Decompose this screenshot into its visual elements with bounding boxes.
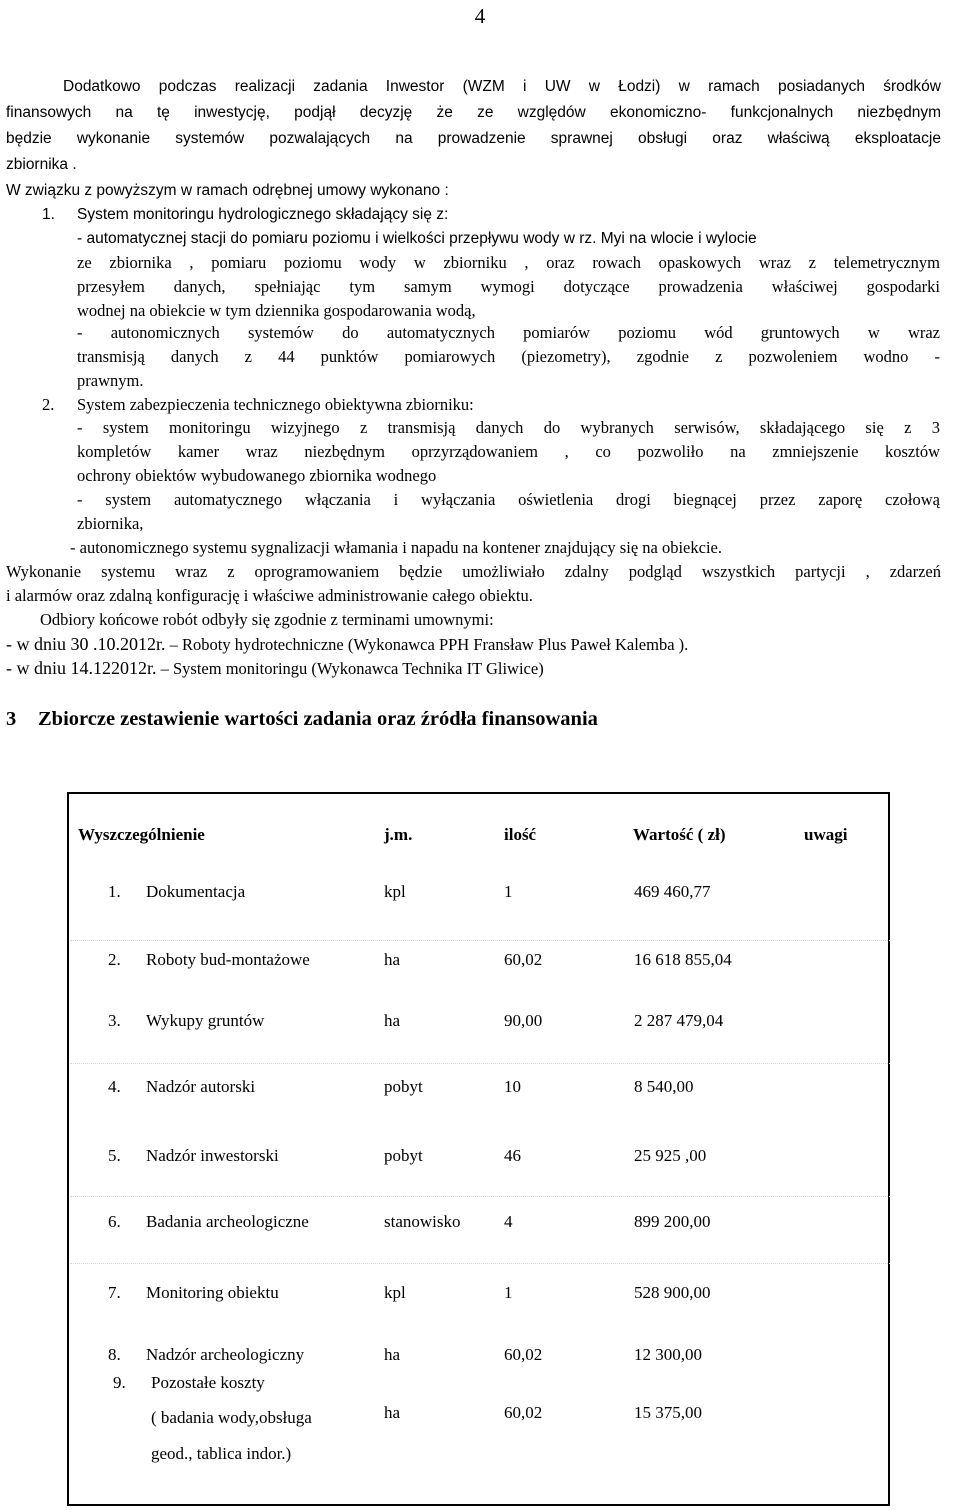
row-number: 6. [108, 1212, 121, 1231]
row-name: Nadzór autorski [146, 1077, 256, 1096]
intro-line: finansowych na tę inwestycję, podjął decyzję że ze względów ekonomiczno- funkcjonalnych niezbędnym [6, 104, 941, 121]
row-qty: 60,02 [504, 1345, 543, 1364]
section-title: Zbiorcze zestawienie wartości zadania oraz źródła finansowania [38, 708, 598, 730]
section-number: 3 [6, 708, 17, 730]
row-unit: ha [384, 950, 401, 969]
row-number: 7. [108, 1283, 121, 1302]
summary-line: Wykonanie systemu wraz z oprogramowaniem będzie umożliwiało zdalny podgląd wszystkich partycji , zdarzeń [6, 562, 941, 581]
row-number: 4. [108, 1077, 121, 1096]
row-value: 15 375,00 [634, 1403, 702, 1422]
acceptance-text: – Roboty hydrotechniczne (Wykonawca PPH Fransław Plus Paweł Kalemba ). [165, 635, 689, 654]
item1-title: System monitoringu hydrologicznego składający się z: [77, 206, 449, 223]
page-number: 4 [474, 4, 486, 28]
acceptance-line [6, 657, 544, 680]
item2-line: zbiornika, [77, 514, 144, 533]
row-value: 25 925 ,00 [634, 1146, 707, 1165]
acceptance-line [6, 633, 688, 656]
row-unit: ha [384, 1345, 401, 1364]
table-header: j.m. [384, 825, 413, 844]
row-qty: 4 [504, 1212, 513, 1231]
row-unit: kpl [384, 882, 406, 901]
item1-line: transmisją danych z 44 punktów pomiarowych (piezometry), zgodnie z pozwoleniem wodno - [77, 347, 940, 366]
row-qty: 60,02 [504, 950, 543, 969]
row-value: 16 618 855,04 [634, 950, 732, 969]
item2-line: - system automatycznego włączania i wyłączania oświetlenia drogi biegnącej przez zaporę czołową [77, 490, 940, 509]
summary-line: i alarmów oraz zdalną konfigurację i właściwe administrowanie całego obiektu. [6, 586, 533, 605]
row-value: 899 200,00 [634, 1212, 711, 1231]
row-qty: 90,00 [504, 1011, 543, 1030]
item1-number: 1. [42, 206, 55, 223]
row-number: 1. [108, 882, 121, 901]
table-header: Wartość ( zł) [633, 825, 726, 844]
row-unit: pobyt [384, 1146, 423, 1165]
row-value: 528 900,00 [634, 1283, 711, 1302]
row-qty: 60,02 [504, 1403, 543, 1422]
row-number: 3. [108, 1011, 121, 1030]
row-name: Pozostałe koszty [151, 1373, 265, 1392]
row-qty: 10 [504, 1077, 521, 1096]
item1-line: wodnej na obiekcie w tym dziennika gospodarowania wodą, [77, 301, 476, 320]
contract-intro: W związku z powyższym w ramach odrębnej umowy wykonano : [6, 182, 449, 199]
item1-line: przesyłem danych, spełniając tym samym wymogi dotyczące prowadzenia właściwej gospodarki [77, 277, 940, 296]
row-name: geod., tablica indor.) [151, 1444, 292, 1463]
row-number: 9. [113, 1373, 126, 1392]
row-unit: pobyt [384, 1077, 423, 1096]
row-divider [70, 940, 890, 941]
intro-line: będzie wykonanie systemów pozwalających na prowadzenie sprawnej obsługi oraz właściwą eksploatacje [6, 130, 941, 147]
row-divider [70, 1263, 890, 1264]
row-qty: 1 [504, 1283, 513, 1302]
item2-line: kompletów kamer wraz niezbędnym oprzyrządowaniem , co pozwoliło na zmniejszenie kosztów [77, 442, 940, 461]
row-unit: kpl [384, 1283, 406, 1302]
item1-line: - autonomicznych systemów do automatycznych pomiarów poziomu wód gruntowych w wraz [77, 323, 940, 342]
row-value: 2 287 479,04 [634, 1011, 724, 1030]
table-header: ilość [504, 825, 537, 844]
row-value: 469 460,77 [634, 882, 711, 901]
acceptance-text: – System monitoringu (Wykonawca Technika IT Gliwice) [156, 659, 544, 678]
item1-line: prawnym. [77, 371, 144, 390]
row-number: 5. [108, 1146, 121, 1165]
row-name: Badania archeologiczne [146, 1212, 309, 1231]
row-name: Monitoring obiektu [146, 1283, 279, 1302]
row-number: 2. [108, 950, 121, 969]
row-divider [70, 1196, 890, 1197]
item2-title: System zabezpieczenia technicznego obiektywna zbiorniku: [77, 395, 474, 414]
row-divider [70, 1063, 890, 1064]
item2-line: ochrony obiektów wybudowanego zbiornika wodnego [77, 466, 437, 485]
acceptance-date: - w dniu 14.122012r. [6, 658, 157, 678]
table-header: uwagi [804, 825, 848, 844]
item1-line: - automatycznej stacji do pomiaru poziomu i wielkości przepływu wody w rz. Myi na wlocie i wylocie [77, 230, 757, 247]
row-name: Wykupy gruntów [146, 1011, 265, 1030]
row-name: Dokumentacja [146, 882, 246, 901]
intro-line: zbiornika . [6, 156, 77, 173]
item2-number: 2. [42, 395, 55, 414]
row-unit: stanowisko [384, 1212, 461, 1231]
table-header: Wyszczególnienie [78, 825, 205, 844]
section-heading [6, 708, 598, 731]
row-value: 12 300,00 [634, 1345, 702, 1364]
item2-line: - autonomicznego systemu sygnalizacji włamania i napadu na kontener znajdujący się na obiekcie. [70, 538, 722, 557]
acceptance-intro: Odbiory końcowe robót odbyły się zgodnie z terminami umownymi: [40, 610, 494, 629]
row-name: ( badania wody,obsługa [151, 1408, 312, 1427]
row-name: Roboty bud-montażowe [146, 950, 310, 969]
acceptance-date: - w dniu 30 .10.2012r. [6, 634, 166, 654]
item1-line: ze zbiornika , pomiaru poziomu wody w zbiorniku , oraz rowach opaskowych wraz z telemetrycznym [77, 253, 940, 272]
row-unit: ha [384, 1011, 401, 1030]
row-qty: 1 [504, 882, 513, 901]
row-value: 8 540,00 [634, 1077, 694, 1096]
row-name: Nadzór inwestorski [146, 1146, 279, 1165]
row-unit: ha [384, 1403, 401, 1422]
row-name: Nadzór archeologiczny [146, 1345, 305, 1364]
intro-line: Dodatkowo podczas realizacji zadania Inwestor (WZM i UW w Łodzi) w ramach posiadanych środków [63, 78, 941, 95]
item2-line: - system monitoringu wizyjnego z transmisją danych do wybranych serwisów, składającego się z 3 [77, 418, 940, 437]
row-number: 8. [108, 1345, 121, 1364]
row-qty: 46 [504, 1146, 521, 1165]
